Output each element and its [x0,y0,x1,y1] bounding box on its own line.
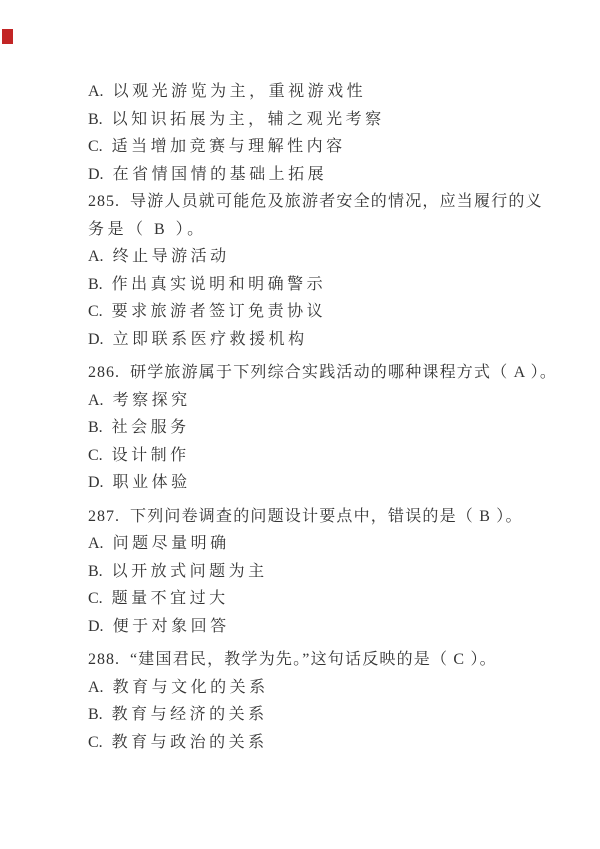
option-line [88,387,550,415]
red-scan-mark [2,29,13,44]
question-stem [88,646,550,674]
option-text: 以观光游览为主，重视游戏性 [112,83,367,100]
option-text: 职业体验 [112,474,191,491]
option-text: 问题尽量明确 [112,535,230,552]
option-line [88,469,550,497]
option-label: C. [88,138,103,155]
option-label: D. [88,330,104,348]
option-line [88,106,550,134]
option-line [88,701,550,729]
option-line [88,243,550,271]
option-text: 以开放式问题为主 [111,562,268,580]
option-label: D. [88,474,104,491]
question-stem-text: 下列问卷调查的问题设计要点中，错误的是（ B ）。 [130,507,523,525]
question-number: 286. [88,364,120,381]
option-label: B. [88,706,103,723]
option-line [88,530,550,558]
option-label: A. [88,83,104,100]
exam-content [88,78,558,756]
option-label: C. [88,590,103,607]
option-label: C. [88,303,103,320]
option-text: 立即联系医疗救援机构 [112,330,308,348]
question-stem-text: 务是（ B ）。 [88,220,207,238]
option-line [88,78,550,106]
option-text: 作出真实说明和明确警示 [111,275,327,293]
option-line [88,326,550,354]
option-text: 便于对象回答 [112,617,230,635]
question-stem-continuation [88,216,550,244]
option-text: 在省情国情的基础上拓展 [112,165,328,183]
option-line [88,613,550,641]
option-text: 题量不宜过大 [111,590,229,607]
question-number: 288. [88,651,120,668]
option-label: D. [88,165,104,183]
option-label: B. [88,275,103,293]
option-line [88,729,550,757]
option-text: 教育与经济的关系 [111,706,268,723]
option-line [88,271,550,299]
option-line [88,442,550,470]
option-label: A. [88,391,104,409]
option-label: C. [88,733,103,751]
question-stem-text: 研学旅游属于下列综合实践活动的哪种课程方式（ A ）。 [130,364,558,381]
option-text: 以知识拓展为主，辅之观光考察 [111,110,385,128]
question-stem-text: 导游人员就可能危及旅游者安全的情况，应当履行的义 [130,193,543,210]
question-stem [88,359,558,387]
option-text: 要求旅游者签订免责协议 [111,303,327,320]
question-number: 285. [88,193,120,210]
question-stem-text: “建国君民，教学为先。”这句话反映的是（ C ）。 [130,651,497,668]
option-label: A. [88,535,104,552]
option-text: 社会服务 [111,419,190,436]
question-number: 287. [88,507,120,525]
option-text: 教育与政治的关系 [111,733,268,751]
question-stem [88,188,550,216]
question-stem [88,503,550,531]
option-text: 设计制作 [111,446,190,464]
option-line [88,414,550,442]
option-line [88,161,550,189]
option-text: 终止导游活动 [112,248,230,265]
option-line [88,674,550,702]
option-text: 考察探究 [112,391,191,409]
option-label: B. [88,419,103,436]
option-label: B. [88,562,103,580]
option-line [88,298,550,326]
option-label: A. [88,678,104,696]
option-label: B. [88,110,103,128]
option-label: A. [88,248,104,265]
option-line [88,558,550,586]
option-text: 适当增加竞赛与理解性内容 [111,138,346,155]
option-label: D. [88,617,104,635]
option-label: C. [88,446,103,464]
option-text: 教育与文化的关系 [112,678,269,696]
option-line [88,133,550,161]
option-line [88,585,550,613]
